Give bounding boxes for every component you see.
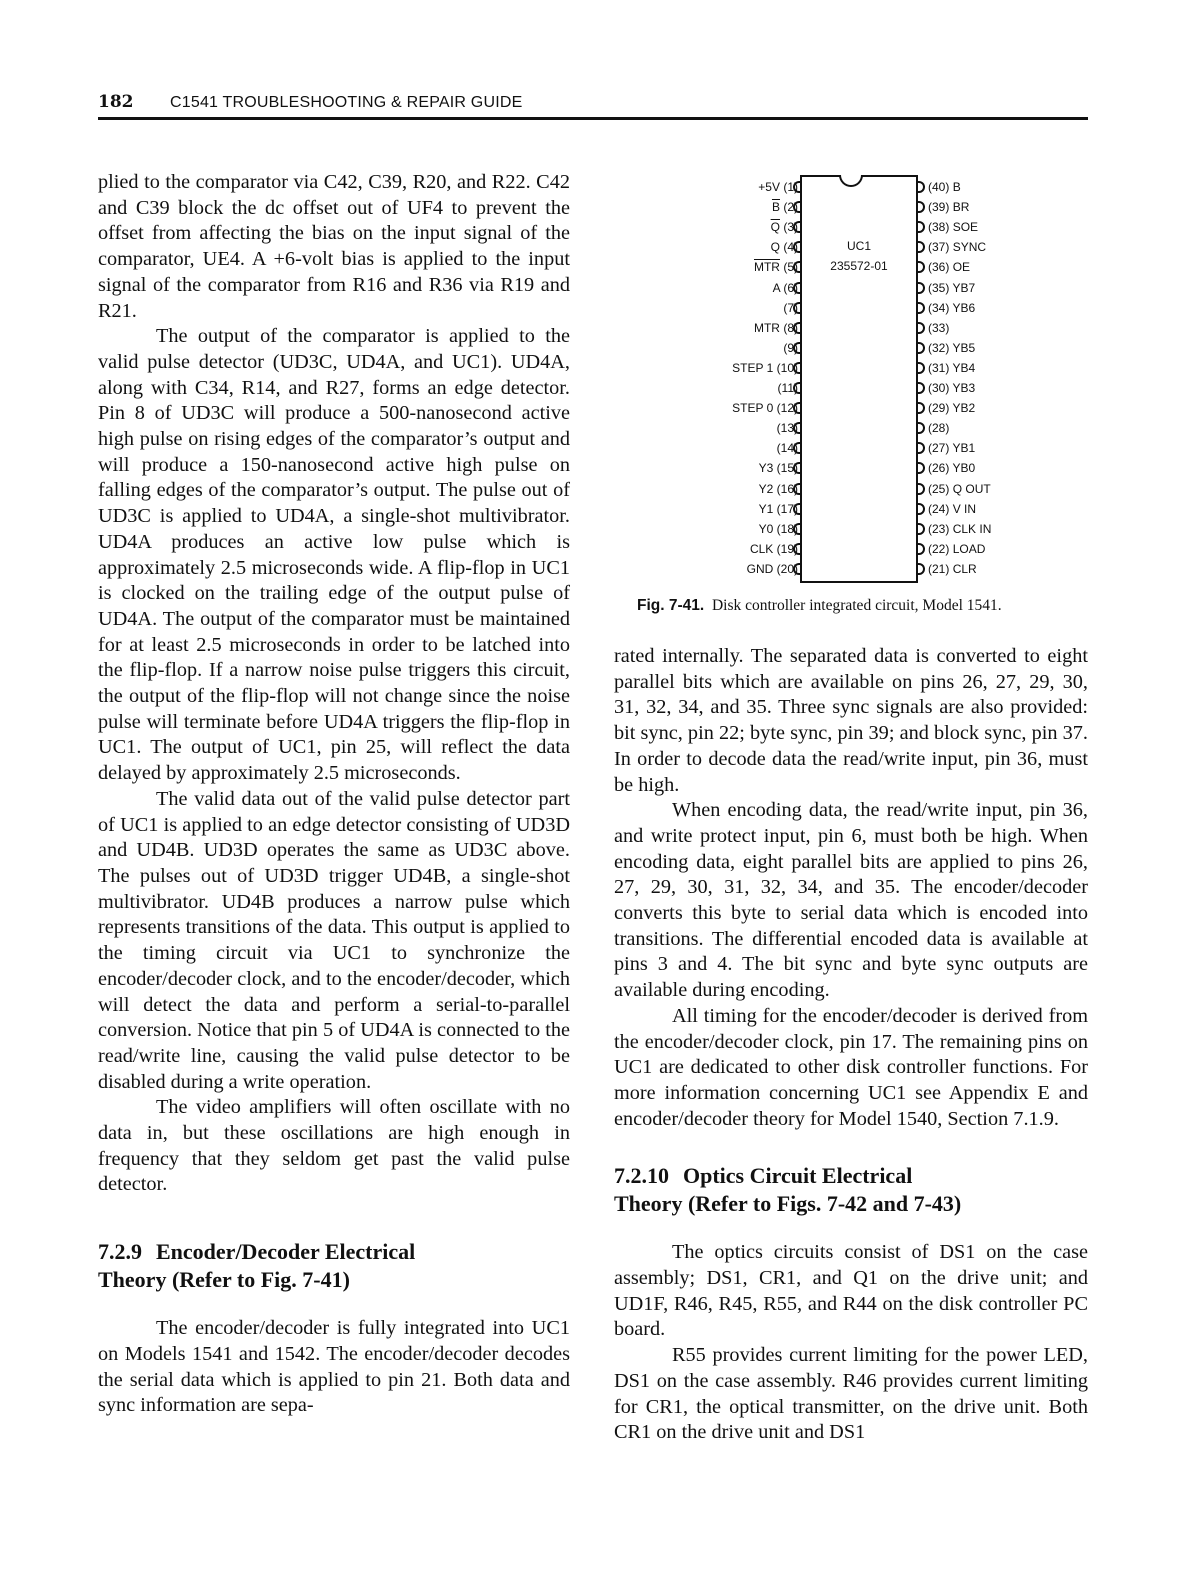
pin-name: CLR	[952, 561, 977, 576]
pin-label-left	[747, 562, 798, 576]
pin-lead	[793, 282, 800, 294]
pin-name: GND	[746, 561, 774, 576]
pin-number: (35)	[928, 280, 950, 295]
pin-name: SYNC	[952, 240, 987, 255]
pin-number: (9)	[783, 340, 798, 355]
pin-number: (15)	[776, 461, 798, 476]
pin-label-right	[918, 461, 975, 475]
running-title: C1541 TROUBLESHOOTING & REPAIR GUIDE	[170, 94, 523, 111]
pin-label-right	[918, 441, 975, 455]
pin-label-left	[732, 361, 798, 375]
pin-number: (20)	[776, 561, 798, 576]
pin-number: (8)	[783, 320, 798, 335]
pin-number: (31)	[928, 360, 950, 375]
pin-number: (36)	[928, 260, 950, 275]
pin-label-right	[918, 240, 986, 254]
pin-name: YB7	[952, 280, 976, 295]
pin-number: (4)	[783, 240, 798, 255]
pin-label-left	[732, 401, 798, 415]
pin-lead	[793, 241, 800, 253]
section-number: 7.2.9	[98, 1239, 142, 1265]
figure-caption	[637, 597, 1002, 615]
section-heading-7-2-10	[614, 1162, 1088, 1218]
pin-label-right	[918, 341, 975, 355]
pin1-notch	[839, 175, 863, 187]
pin-name: Y1	[758, 501, 774, 516]
pin-label-right	[918, 281, 975, 295]
ic-pinout-diagram	[680, 165, 1010, 585]
page-number: 182	[98, 92, 134, 112]
pin-number: (26)	[928, 461, 950, 476]
paragraph: The video amplifiers will often oscillate with no data in, but these oscillations are high enough in frequency that they seldom get past the valid pulse detector.	[98, 1096, 570, 1196]
section-title-line1: Encoder/Decoder Electrical	[156, 1239, 416, 1265]
pin-lead	[793, 362, 800, 374]
pin-number: (18)	[776, 521, 798, 536]
pin-label-right	[918, 482, 991, 496]
pin-lead	[793, 422, 800, 434]
pin-number: (11)	[777, 381, 798, 395]
pin-name: A	[772, 280, 780, 295]
section-title-line1: Optics Circuit Electrical	[683, 1163, 913, 1189]
pin-label-right	[918, 522, 991, 536]
pin-name: MTR	[753, 320, 780, 335]
pin-label-left	[754, 321, 798, 335]
pin-name: YB6	[952, 300, 976, 315]
pin-name: Y2	[758, 481, 774, 496]
pin-lead	[793, 563, 800, 575]
pin-label-left	[754, 260, 798, 274]
pin-label-right	[918, 301, 975, 315]
pin-label-right	[918, 542, 985, 556]
pin-label-right	[918, 220, 978, 234]
pin-number: (29)	[928, 401, 950, 416]
pin-lead	[793, 382, 800, 394]
chip-part-number: 235572-01	[830, 259, 888, 273]
pin-number: (10)	[776, 360, 798, 375]
pin-number: (19)	[776, 541, 798, 556]
pin-lead	[793, 442, 800, 454]
pin-label-right	[918, 180, 961, 194]
paragraph: The encoder/decoder is fully integrated into UC1 on Models 1541 and 1542. The encoder/decoder decodes the serial data which is applied to pin 21. Both data and sync information are sepa-	[98, 1317, 570, 1417]
pin-name: +5V	[758, 180, 780, 194]
pin-name: $\overline{B}$	[771, 200, 780, 215]
pin-name: YB1	[952, 441, 976, 456]
pin-label-right	[918, 361, 975, 375]
pin-lead	[793, 302, 800, 314]
pin-number: (5)	[783, 260, 798, 275]
pin-label-left	[750, 542, 798, 556]
pin-lead	[793, 201, 800, 213]
pin-lead	[793, 181, 800, 193]
right-column	[614, 644, 1088, 1446]
pin-name: Q OUT	[952, 481, 991, 496]
pin-number: (25)	[928, 481, 950, 496]
chip-reference: UC1	[846, 239, 871, 253]
pin-label-right	[918, 401, 975, 415]
caption-label: Fig. 7-41.	[637, 597, 705, 614]
pin-number: (2)	[783, 200, 798, 215]
pin-name: STEP 0	[732, 401, 774, 416]
pin-label-right	[918, 260, 970, 274]
pin-number: (40)	[928, 180, 950, 194]
running-header	[98, 92, 1088, 118]
pin-label-right	[918, 502, 976, 516]
pin-name: V IN	[952, 501, 977, 516]
pin-number: (27)	[928, 441, 950, 456]
paragraph: plied to the comparator via C42, C39, R20, and R22. C42 and C39 block the dc offset out of UF4 to prevent the offset from affecting the bias on the input signal of the comparator, UE4. A +6-volt bias is applied to the input signal of the comparator from R16 and R36 via R19 and R21.	[98, 171, 570, 322]
pin-name: YB2	[952, 401, 976, 416]
paragraph: The valid data out of the valid pulse detector part of UC1 is applied to an edge detector consisting of UD3D and UD4B. UD3D operates the same as UD3C above. The pulses out of UD3D trigger UD4B, a single-shot multivibrator. UD4B produces a narrow pulse which represents transitions of the data. This output is applied to the timing circuit via UC1 to synchronize the encoder/decoder clock, and to the encoder/decoder, which will detect the data and perform a serial-to-parallel conversion. Notice that pin 5 of UD4A is connected to the read/write line, causing the valid pulse detector to be disabled during a write operation.	[98, 787, 570, 1093]
pin-lead	[793, 342, 800, 354]
section-title-line2: Theory (Refer to Fig. 7-41)	[98, 1267, 350, 1293]
pin-label-right	[918, 381, 975, 395]
paragraph: The output of the comparator is applied to the valid pulse detector (UD3C, UD4A, and UC1). UD4A, along with C34, R14, and R27, forms an edge detector. Pin 8 of UD3C will produce a 500-nanosecond active high pulse on rising edges of the comparator’s output and will produce a 150-nanosecond active high pulse on falling edges of the comparator’s output. The pulse out of UD3C is applied to UD4A, a single-shot multivibrator. UD4A produces an active low pulse which is approximately 2.5 microseconds wide. A flip-flop in UC1 is clocked on the trailing edge of the output pulse of UD4A. The output of the comparator must be maintained for at least 2.5 microseconds in order to be latched into the flip-flop. If a narrow noise pulse triggers this circuit, the output of the flip-flop will not change since the noise pulse will terminate before UD4A triggers the flip-flop in UC1. The output of UC1, pin 25, will reflect the data delayed by approximately 2.5 microseconds.	[98, 325, 570, 785]
pin-number: (16)	[776, 481, 798, 496]
pin-lead	[793, 523, 800, 535]
pin-name: CLK	[749, 541, 774, 556]
pin-number: (28)	[928, 421, 950, 436]
pin-label-right	[918, 421, 949, 435]
pin-name: $\overline{MTR}$	[753, 260, 780, 275]
pin-name: CLK IN	[952, 521, 992, 536]
pin-label-right	[918, 562, 977, 576]
paragraph: All timing for the encoder/decoder is derived from the encoder/decoder clock, pin 17. The remaining pins on UC1 are dedicated to other disk controller functions. For more information concerning UC1 see Appendix E and encoder/decoder theory for Model 1540, Section 7.1.9.	[614, 1004, 1088, 1130]
pin-number: (37)	[928, 240, 950, 255]
pin-number: (22)	[928, 541, 950, 556]
pin-name: BR	[952, 200, 970, 215]
header-rule	[98, 117, 1088, 120]
pin-name: YB5	[952, 340, 976, 355]
pin-number: (32)	[928, 340, 950, 355]
pin-name: B	[952, 180, 961, 194]
section-title-line2: Theory (Refer to Figs. 7-42 and 7-43)	[614, 1191, 962, 1217]
pin-number: (3)	[783, 220, 798, 235]
pin-number: (17)	[776, 501, 798, 516]
pin-number: (6)	[783, 280, 798, 295]
pin-name: Q	[770, 240, 780, 255]
pin-number: (30)	[928, 381, 950, 395]
pin-number: (38)	[928, 220, 950, 235]
section-heading-7-2-9	[98, 1238, 570, 1294]
pin-name: $\overline{Q}$	[770, 220, 780, 235]
pin-label-right	[918, 321, 949, 335]
pin-name: LOAD	[952, 541, 986, 556]
pin-number: (1)	[783, 180, 798, 194]
pin-number: (13)	[776, 421, 798, 436]
ic-package	[800, 175, 918, 583]
pin-lead	[793, 402, 800, 414]
pin-name: Y0	[758, 521, 774, 536]
pin-name: STEP 1	[732, 360, 774, 375]
pin-number: (23)	[928, 521, 950, 536]
caption-text: Disk controller integrated circuit, Model 1541.	[711, 597, 1002, 614]
pin-name: Y3	[758, 461, 774, 476]
paragraph: rated internally. The separated data is converted to eight parallel bits which are available on pins 26, 27, 29, 30, 31, 32, 34, and 35. Three sync signals are also provided: bit sync, pin 22; byte sync, pin 39; and block sync, pin 37. In order to decode data the read/write input, pin 36, must be high.	[614, 645, 1088, 796]
paragraph: The optics circuits consist of DS1 on the case assembly; DS1, CR1, and Q1 on the drive unit; and UD1F, R46, R45, R55, and R44 on the disk controller PC board.	[614, 1241, 1088, 1341]
pin-number: (34)	[928, 300, 950, 315]
pin-number: (21)	[928, 561, 950, 576]
pin-number: (24)	[928, 501, 950, 516]
pin-number: (14)	[776, 441, 798, 456]
pin-label-right	[918, 200, 969, 214]
pin-name: YB4	[952, 360, 976, 375]
section-number: 7.2.10	[614, 1163, 669, 1189]
paragraph: R55 provides current limiting for the power LED, DS1 on the case assembly. R46 provides current limiting for CR1, the optical transmitter, on the drive unit. Both CR1 on the drive unit and DS1	[614, 1344, 1088, 1444]
paragraph: When encoding data, the read/write input, pin 36, and write protect input, pin 6, must both be high. When encoding data, eight parallel bits are applied to pins 26, 27, 29, 30, 31, 32, 34, and 35. The encoder/decoder converts this byte to serial data which is encoded into transitions. The differential encoded data is available at pins 3 and 4. The bit sync and byte sync outputs are available during encoding.	[614, 799, 1088, 1002]
pin-lead	[793, 483, 800, 495]
pin-name: SOE	[952, 220, 979, 235]
pin-lead	[793, 543, 800, 555]
pin-name: YB0	[952, 461, 976, 476]
pin-lead	[793, 322, 800, 334]
pin-number: (12)	[776, 401, 798, 416]
pin-number: (33)	[928, 320, 950, 335]
pin-number: (7)	[783, 300, 798, 315]
pin-lead	[793, 221, 800, 233]
left-column	[98, 170, 570, 1419]
pin-lead	[793, 503, 800, 515]
pin-name: OE	[952, 260, 971, 275]
pin-number: (39)	[928, 200, 950, 215]
pin-name: YB3	[952, 381, 976, 395]
